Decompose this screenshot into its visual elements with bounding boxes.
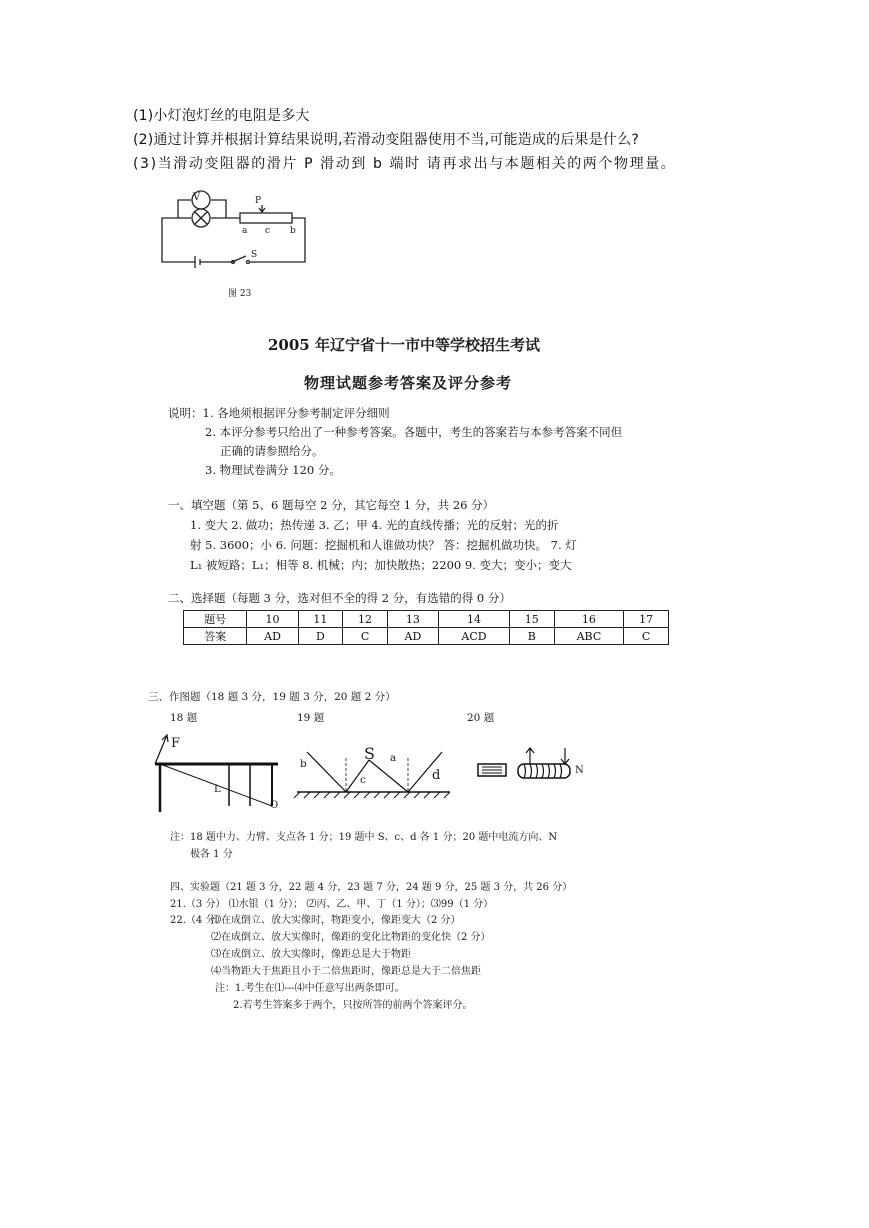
section1-line-1: 1. 变大 2. 做功；热传递 3. 乙；甲 4. 光的直线传播；光的反射；光的折 xyxy=(190,518,559,532)
point-c-label: c xyxy=(265,226,271,236)
answer-subtitle: 物理试题参考答案及评分参考 xyxy=(304,374,513,392)
section2-heading: 二、选择题（每题 3 分，选对但不全的得 2 分，有选错的得 0 分） xyxy=(168,591,511,605)
table-cell: C xyxy=(343,628,388,645)
table-cell: 11 xyxy=(298,611,343,628)
ray-d-label: d xyxy=(432,768,441,783)
table-header-cell: 题号 xyxy=(184,611,247,628)
force-label: F xyxy=(171,736,181,751)
question-2: (2)通过计算并根据计算结果说明,若滑动变阻器使用不当,可能造成的后果是什么? xyxy=(133,132,639,148)
table-cell: AD xyxy=(247,628,298,645)
arm-label: L xyxy=(214,784,221,795)
q22-remark-2: 2.若考生答案多于两个，只按所答的前两个答案评分。 xyxy=(233,1000,473,1011)
q22-line-4: ⑷当物距大于焦距且小于二倍焦距时，像距总是大于二倍焦距 xyxy=(211,966,481,977)
q21-answer: 21.（3 分） ⑴水银（1 分）； ⑵丙、乙、甲、丁（1 分）；⑶99（1 分） xyxy=(170,899,494,910)
note-line-2: 2. 本评分参考只给出了一种参考答案。各题中，考生的答案若与本参考答案不同但 xyxy=(205,425,623,439)
table-cell: 15 xyxy=(509,611,554,628)
answer-title: 2005 年辽宁省十一市中等学校招生考试 xyxy=(268,336,540,354)
table-row xyxy=(184,611,669,628)
ray-b-label: b xyxy=(300,758,307,770)
point-a-label: a xyxy=(242,226,248,236)
table-header-cell: 答案 xyxy=(184,628,247,645)
fig-label-19: 19 题 xyxy=(297,712,325,724)
section1-heading: 一、填空题（第 5、6 题每空 2 分，其它每空 1 分，共 26 分） xyxy=(168,498,495,512)
note-line-3: 正确的请参照给分。 xyxy=(220,444,324,458)
q22-line-2: ⑵在成倒立、放大实像时，像距的变化比物距的变化快（2 分） xyxy=(211,932,491,943)
note-line-1: 说明：1. 各地须根据评分参考制定评分细则 xyxy=(168,406,390,420)
table-cell: ABC xyxy=(554,628,624,645)
table-cell: C xyxy=(624,628,669,645)
ray-c-label: c xyxy=(360,774,366,786)
q22-label: 22.（4 分） xyxy=(170,915,226,926)
slider-label: P xyxy=(255,196,262,206)
switch-label: S xyxy=(251,250,258,260)
q22-line-1: ⑴在成倒立、放大实像时，物距变小，像距变大（2 分） xyxy=(211,915,461,926)
figure-caption: 图 23 xyxy=(228,289,252,299)
source-label: S xyxy=(364,744,375,763)
table-cell: B xyxy=(509,628,554,645)
section4-heading: 四、实验题（21 题 3 分，22 题 4 分，23 题 7 分，24 题 9 分，25 题 3 分，共 26 分） xyxy=(170,882,573,893)
table-row xyxy=(184,628,669,645)
question-1: (1)小灯泡灯丝的电阻是多大 xyxy=(133,108,310,124)
table-cell: 10 xyxy=(247,611,298,628)
question-3: (3)当滑动变阻器的滑片 P 滑动到 b 端时 请再求出与本题相关的两个物理量。 xyxy=(133,156,677,172)
answer-table xyxy=(183,610,669,645)
section3-note-1: 注：18 题中力、力臂、支点各 1 分；19 题中 S、c、d 各 1 分；20 题中电流方向、N xyxy=(170,832,558,843)
voltmeter-label: V xyxy=(193,192,201,203)
ray-a-label: a xyxy=(390,752,397,764)
q22-remark-1: 注：1.考生在⑴---⑷中任意写出两条即可。 xyxy=(215,983,405,994)
point-b-label: b xyxy=(290,226,296,236)
table-cell: 12 xyxy=(343,611,388,628)
section1-line-3: L₁ 被短路；L₁；相等 8. 机械；内；加快散热；2200 9. 变大；变小；变大 xyxy=(190,558,572,572)
north-pole-label: N xyxy=(575,765,584,776)
section3-note-2: 极各 1 分 xyxy=(190,849,233,860)
table-cell: D xyxy=(298,628,343,645)
table-cell: ACD xyxy=(439,628,510,645)
table-cell: 16 xyxy=(554,611,624,628)
q22-line-3: ⑶在成倒立、放大实像时，像距总是大于物距 xyxy=(211,949,411,960)
table-cell: AD xyxy=(387,628,438,645)
note-line-4: 3. 物理试卷满分 120 分。 xyxy=(205,463,341,477)
pivot-label: O xyxy=(270,800,279,811)
table-cell: 17 xyxy=(624,611,669,628)
fig-label-20: 20 题 xyxy=(467,712,495,724)
section1-line-2: 射 5. 3600；小 6. 问题：挖掘机和人谁做功快？ 答：挖掘机做功快。 7. 灯 xyxy=(190,538,577,552)
fig-label-18: 18 题 xyxy=(170,712,198,724)
table-cell: 13 xyxy=(387,611,438,628)
section3-heading: 三、作图题（18 题 3 分，19 题 3 分，20 题 2 分） xyxy=(148,691,396,703)
table-cell: 14 xyxy=(439,611,510,628)
